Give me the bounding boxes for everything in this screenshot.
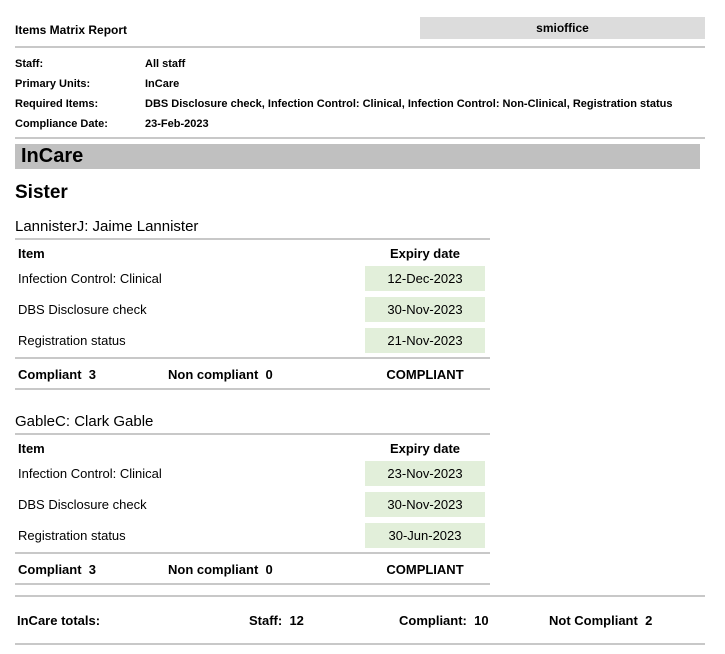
compliant-label: Compliant	[18, 562, 82, 577]
totals-staff	[249, 613, 304, 628]
divider	[15, 388, 490, 390]
item-name: DBS Disclosure check	[18, 302, 147, 317]
totals-staff-label: Staff:	[249, 613, 283, 628]
criteria-value-staff: All staff	[145, 58, 186, 70]
compliance-status: COMPLIANT	[386, 367, 464, 382]
totals-not-compliant-value: 2	[645, 613, 653, 628]
criteria-label-items: Required Items:	[15, 98, 99, 110]
report-title: Items Matrix Report	[15, 23, 128, 37]
divider	[15, 433, 490, 435]
totals-not-compliant	[549, 613, 652, 628]
item-name: Infection Control: Clinical	[18, 271, 162, 286]
totals-not-compliant-label: Not Compliant	[549, 613, 638, 628]
criteria-value-date: 23-Feb-2023	[145, 118, 209, 130]
staff-name: GableC: Clark Gable	[15, 413, 154, 430]
divider	[15, 357, 490, 359]
compliance-status: COMPLIANT	[386, 562, 464, 577]
expiry-date-cell: 30-Nov-2023	[365, 297, 485, 322]
totals-compliant-label: Compliant:	[399, 613, 467, 628]
totals-compliant	[399, 613, 489, 628]
non-compliant-label: Non compliant	[168, 367, 259, 382]
staff-section	[15, 218, 490, 390]
totals-compliant-value: 10	[474, 613, 489, 628]
non-compliant-label: Non compliant	[168, 562, 259, 577]
column-header-expiry: Expiry date	[389, 246, 461, 261]
unit-heading	[15, 144, 700, 169]
non-compliant-count	[168, 562, 273, 577]
divider	[15, 552, 490, 554]
unit-totals-label: InCare totals:	[17, 613, 101, 628]
divider	[15, 583, 490, 585]
staff-section	[15, 413, 490, 585]
non-compliant-value: 0	[265, 367, 273, 382]
column-header-item: Item	[18, 441, 45, 456]
divider	[15, 643, 705, 645]
item-name: Registration status	[18, 333, 126, 348]
compliant-value: 3	[88, 367, 97, 382]
item-name: DBS Disclosure check	[18, 497, 147, 512]
criteria-label-units: Primary Units:	[15, 78, 91, 90]
expiry-date-cell: 21-Nov-2023	[365, 328, 485, 353]
unit-name: InCare	[21, 145, 84, 167]
organisation-name: smioffice	[420, 17, 705, 39]
compliant-count	[18, 562, 96, 577]
totals-staff-value: 12	[289, 613, 304, 628]
column-header-item: Item	[18, 246, 45, 261]
criteria-value-items: DBS Disclosure check, Infection Control: Clinical, Infection Control: Non-Clinical, Registration status	[145, 98, 673, 110]
expiry-date-cell: 12-Dec-2023	[365, 266, 485, 291]
criteria-label-staff: Staff:	[15, 58, 44, 70]
compliant-label: Compliant	[18, 367, 82, 382]
compliant-value: 3	[88, 562, 97, 577]
role-heading: Sister	[15, 182, 68, 203]
expiry-date-cell: 23-Nov-2023	[365, 461, 485, 486]
divider	[15, 46, 705, 48]
criteria-value-units: InCare	[145, 78, 180, 90]
divider	[15, 595, 705, 597]
expiry-date-cell: 30-Jun-2023	[365, 523, 485, 548]
criteria-label-date: Compliance Date:	[15, 118, 108, 130]
compliant-count	[18, 367, 96, 382]
non-compliant-count	[168, 367, 273, 382]
divider	[15, 137, 705, 139]
column-header-expiry: Expiry date	[389, 441, 461, 456]
expiry-date-cell: 30-Nov-2023	[365, 492, 485, 517]
divider	[15, 238, 490, 240]
staff-name: LannisterJ: Jaime Lannister	[15, 218, 199, 235]
non-compliant-value: 0	[265, 562, 273, 577]
item-name: Registration status	[18, 528, 126, 543]
item-name: Infection Control: Clinical	[18, 466, 162, 481]
